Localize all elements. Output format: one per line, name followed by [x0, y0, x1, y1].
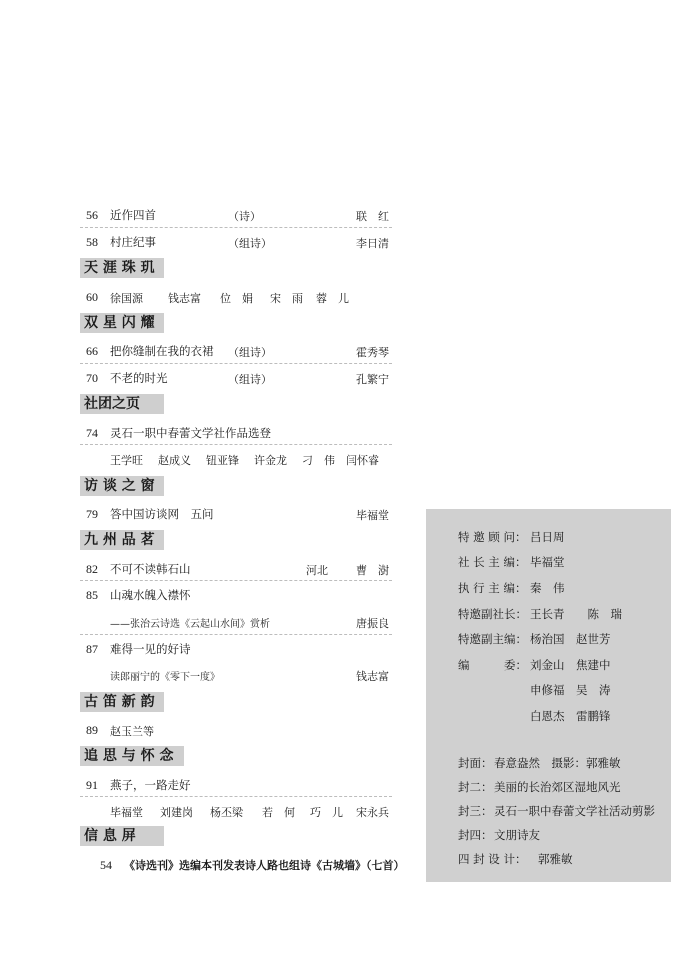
entry-author: 曹 澍	[356, 564, 389, 577]
page-number: 87	[86, 642, 98, 656]
cover-value: 灵石一职中春蕾文学社活动剪影	[494, 804, 655, 818]
author-name: 刘建岗	[160, 806, 193, 819]
entry-title[interactable]: 灵石一职中春蕾文学社作品选登	[110, 426, 271, 440]
credit-value: 白恩杰 雷鹏锋	[530, 709, 611, 723]
cover-value: 美丽的长治郊区湿地风光	[494, 780, 621, 794]
entry-genre: （诗）	[228, 210, 261, 223]
credit-value: 申修福 吴 涛	[530, 683, 611, 697]
entry-author: 联 红	[356, 210, 389, 223]
divider	[80, 363, 392, 364]
credit-value: 吕日周	[530, 530, 565, 544]
entry-genre: （组诗）	[228, 237, 272, 250]
author-name: 毕福堂	[110, 806, 143, 819]
cover-label: 封面：	[458, 756, 493, 770]
author-name: 刁 伟	[302, 454, 335, 467]
page-number: 91	[86, 778, 98, 792]
author-list	[110, 452, 379, 468]
cover-value: 春意盎然 摄影：郭雅敏	[494, 756, 621, 770]
entry-author: 李日清	[356, 237, 389, 250]
author-name: 徐国源	[110, 292, 143, 305]
entry-title[interactable]: 《诗选刊》选编本刊发表诗人路也组诗《古城墙》（七首）	[124, 859, 405, 872]
entry-author: 唐振良	[356, 617, 389, 630]
entry-title[interactable]: 答中国访谈网 五问	[110, 507, 214, 521]
author-name: 赵成义	[158, 454, 191, 467]
cover-label: 封四：	[458, 828, 493, 842]
credit-label: 社 长 主 编：	[458, 555, 527, 569]
page-number: 58	[86, 235, 98, 249]
entry-author: 钱志富	[356, 670, 389, 683]
entry-title[interactable]: 不老的时光	[110, 371, 168, 385]
page-number: 60	[86, 290, 98, 304]
section-heading-tianya: 天 涯 珠 玑	[80, 258, 164, 278]
author-list: 赵玉兰等	[110, 725, 154, 738]
section-heading-jiuzhou: 九 州 品 茗	[80, 530, 164, 550]
entry-author: 毕福堂	[356, 509, 389, 522]
credit-value: 刘金山 焦建中	[530, 658, 611, 672]
entry-author: 霍秀琴	[356, 346, 389, 359]
author-name: 王学旺	[110, 454, 143, 467]
entry-title[interactable]: 村庄纪事	[110, 235, 156, 249]
section-heading-zhuisi: 追 思 与 怀 念	[80, 746, 184, 766]
entry-title[interactable]: 山魂水魄入襟怀	[110, 588, 191, 602]
page-number: 66	[86, 344, 98, 358]
author-name: 杨丕梁	[210, 806, 243, 819]
credit-value: 杨治国 赵世芳	[530, 632, 611, 646]
divider	[80, 444, 392, 445]
author-list	[110, 290, 349, 306]
page-number: 89	[86, 723, 98, 737]
divider	[80, 580, 392, 581]
section-heading-xinxi: 信 息 屏	[80, 826, 164, 846]
divider	[80, 227, 392, 228]
page-number: 56	[86, 208, 98, 222]
entry-title[interactable]: 难得一见的好诗	[110, 642, 191, 656]
section-heading-shetuan: 社团之页	[80, 394, 164, 414]
cover-label: 封三：	[458, 804, 493, 818]
author-name: 蓉 儿	[316, 292, 349, 305]
entry-subtitle: 读郎丽宁的《零下一度》	[110, 672, 220, 683]
page-number: 79	[86, 507, 98, 521]
page-number: 74	[86, 426, 98, 440]
author-name: 若 何	[262, 806, 295, 819]
entry-place: 河北	[306, 564, 328, 577]
cover-label: 封二：	[458, 780, 493, 794]
page-number: 54	[100, 858, 112, 872]
author-name: 许金龙	[254, 454, 287, 467]
credit-label: 特邀副主编：	[458, 632, 527, 646]
author-name: 巧 儿	[310, 806, 343, 819]
cover-value: 郭雅敏	[538, 852, 573, 866]
credit-value: 秦 伟	[530, 581, 565, 595]
author-name: 钱志富	[168, 292, 201, 305]
author-name: 位 娟	[220, 292, 253, 305]
author-name: 钮亚锋	[206, 454, 239, 467]
section-heading-shuangxing: 双 星 闪 耀	[80, 313, 164, 333]
entry-title[interactable]: 把你缝制在我的衣裙	[110, 344, 214, 358]
entry-title[interactable]: 不可不读韩石山	[110, 562, 191, 576]
author-name: 宋 雨	[270, 292, 303, 305]
credit-value: 毕福堂	[530, 555, 565, 569]
author-list	[110, 804, 389, 820]
entry-genre: （组诗）	[228, 373, 272, 386]
credit-label: 特 邀 顾 问：	[458, 530, 527, 544]
divider	[80, 796, 392, 797]
entry-title[interactable]: 燕子，一路走好	[110, 778, 191, 792]
page-number: 85	[86, 588, 98, 602]
credit-label: 执 行 主 编：	[458, 581, 527, 595]
entry-genre: （组诗）	[228, 346, 272, 359]
entry-title[interactable]: 近作四首	[110, 208, 156, 222]
entry-author: 孔繁宁	[356, 373, 389, 386]
section-heading-fangtan: 访 谈 之 窗	[80, 476, 164, 496]
divider	[80, 634, 392, 635]
entry-subtitle: ——张治云诗选《云起山水间》赏析	[110, 619, 270, 630]
credit-value: 王长青 陈 瑞	[530, 607, 622, 621]
credits-panel	[426, 509, 671, 882]
cover-value: 文朋诗友	[494, 828, 540, 842]
author-name: 宋永兵	[356, 806, 389, 819]
author-name: 闫怀睿	[346, 454, 379, 467]
credit-label: 编 委：	[458, 658, 527, 672]
page-number: 82	[86, 562, 98, 576]
cover-label: 四 封 设 计：	[458, 852, 527, 866]
credit-label: 特邀副社长：	[458, 607, 527, 621]
section-heading-gudi: 古 笛 新 韵	[80, 692, 164, 712]
page-number: 70	[86, 371, 98, 385]
